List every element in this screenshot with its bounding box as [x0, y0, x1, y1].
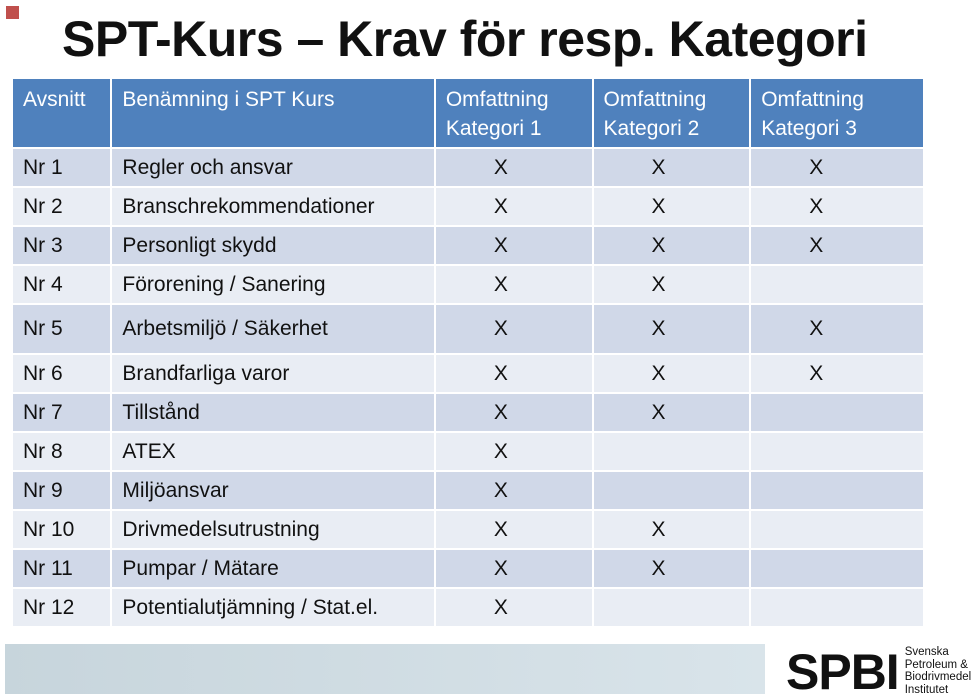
cell-avsnitt: Nr 6 — [13, 355, 110, 392]
cell-kategori-2 — [594, 472, 750, 509]
table-row — [13, 305, 923, 353]
cell-kategori-3 — [751, 472, 923, 509]
cell-benamning: ATEX — [112, 433, 433, 470]
cell-avsnitt: Nr 8 — [13, 433, 110, 470]
table-row — [13, 266, 923, 303]
logo-line: Petroleum & — [904, 658, 968, 671]
cell-avsnitt: Nr 10 — [13, 511, 110, 548]
cell-kategori-3: X — [751, 227, 923, 264]
spbi-logo — [786, 644, 971, 700]
cell-kategori-1: X — [436, 266, 592, 303]
cell-kategori-2: X — [594, 227, 750, 264]
table-row — [13, 149, 923, 186]
header-kategori-2: Omfattning Kategori 2 — [594, 79, 750, 147]
cell-kategori-2: X — [594, 266, 750, 303]
cell-avsnitt: Nr 7 — [13, 394, 110, 431]
table-row — [13, 511, 923, 548]
logo-line: Biodrivmedel — [904, 671, 971, 683]
logo-line: Svenska — [904, 646, 949, 658]
cell-kategori-2: X — [594, 188, 750, 225]
requirements-table-container — [11, 77, 925, 628]
header-benamning: Benämning i SPT Kurs — [112, 79, 433, 147]
cell-kategori-3 — [751, 511, 923, 548]
cell-kategori-1: X — [436, 188, 592, 225]
cell-avsnitt: Nr 12 — [13, 589, 110, 626]
cell-avsnitt: Nr 1 — [13, 149, 110, 186]
table-row — [13, 589, 923, 626]
cell-kategori-2: X — [594, 550, 750, 587]
cell-kategori-3 — [751, 266, 923, 303]
cell-kategori-2: X — [594, 305, 750, 353]
table-row — [13, 188, 923, 225]
cell-kategori-1: X — [436, 227, 592, 264]
bullet-square — [6, 6, 19, 19]
cell-kategori-1: X — [436, 305, 592, 353]
cell-kategori-1: X — [436, 589, 592, 626]
logo-line: Institutet — [904, 683, 949, 696]
table-header-row — [13, 79, 923, 147]
requirements-table — [11, 77, 925, 628]
cell-kategori-1: X — [436, 550, 592, 587]
cell-avsnitt: Nr 5 — [13, 305, 110, 353]
cell-avsnitt: Nr 11 — [13, 550, 110, 587]
cell-benamning: Brandfarliga varor — [112, 355, 433, 392]
cell-benamning: Drivmedelsutrustning — [112, 511, 433, 548]
table-row — [13, 433, 923, 470]
table-row — [13, 394, 923, 431]
cell-kategori-1: X — [436, 511, 592, 548]
table-row — [13, 472, 923, 509]
cell-benamning: Branschrekommendationer — [112, 188, 433, 225]
cell-kategori-1: X — [436, 355, 592, 392]
cell-benamning: Tillstånd — [112, 394, 433, 431]
cell-benamning: Arbetsmiljö / Säkerhet — [112, 305, 433, 353]
cell-kategori-2: X — [594, 149, 750, 186]
spbi-logo-mark: SPBI — [786, 644, 899, 700]
table-row — [13, 227, 923, 264]
cell-kategori-3 — [751, 394, 923, 431]
table-row — [13, 355, 923, 392]
cell-avsnitt: Nr 2 — [13, 188, 110, 225]
cell-kategori-2 — [594, 433, 750, 470]
cell-kategori-1: X — [436, 472, 592, 509]
cell-kategori-2 — [594, 589, 750, 626]
cell-kategori-1: X — [436, 149, 592, 186]
cell-kategori-1: X — [436, 394, 592, 431]
cell-kategori-3 — [751, 433, 923, 470]
header-kategori-1: Omfattning Kategori 1 — [436, 79, 592, 147]
cell-benamning: Potentialutjämning / Stat.el. — [112, 589, 433, 626]
cell-kategori-2: X — [594, 394, 750, 431]
cell-kategori-3 — [751, 589, 923, 626]
cell-avsnitt: Nr 3 — [13, 227, 110, 264]
cell-kategori-2: X — [594, 355, 750, 392]
cell-benamning: Förorening / Sanering — [112, 266, 433, 303]
cell-avsnitt: Nr 9 — [13, 472, 110, 509]
cell-kategori-3: X — [751, 188, 923, 225]
table-row — [13, 550, 923, 587]
cell-kategori-3: X — [751, 149, 923, 186]
cell-kategori-3: X — [751, 355, 923, 392]
spbi-logo-text — [905, 646, 971, 696]
cell-kategori-3 — [751, 550, 923, 587]
cell-benamning: Pumpar / Mätare — [112, 550, 433, 587]
header-avsnitt: Avsnitt — [13, 79, 110, 147]
slide-title: SPT-Kurs – Krav för resp. Kategori — [62, 11, 868, 67]
cell-avsnitt: Nr 4 — [13, 266, 110, 303]
cell-benamning: Personligt skydd — [112, 227, 433, 264]
header-kategori-3: Omfattning Kategori 3 — [751, 79, 923, 147]
footer-band — [5, 644, 765, 694]
cell-kategori-3: X — [751, 305, 923, 353]
cell-kategori-1: X — [436, 433, 592, 470]
cell-benamning: Regler och ansvar — [112, 149, 433, 186]
cell-benamning: Miljöansvar — [112, 472, 433, 509]
cell-kategori-2: X — [594, 511, 750, 548]
